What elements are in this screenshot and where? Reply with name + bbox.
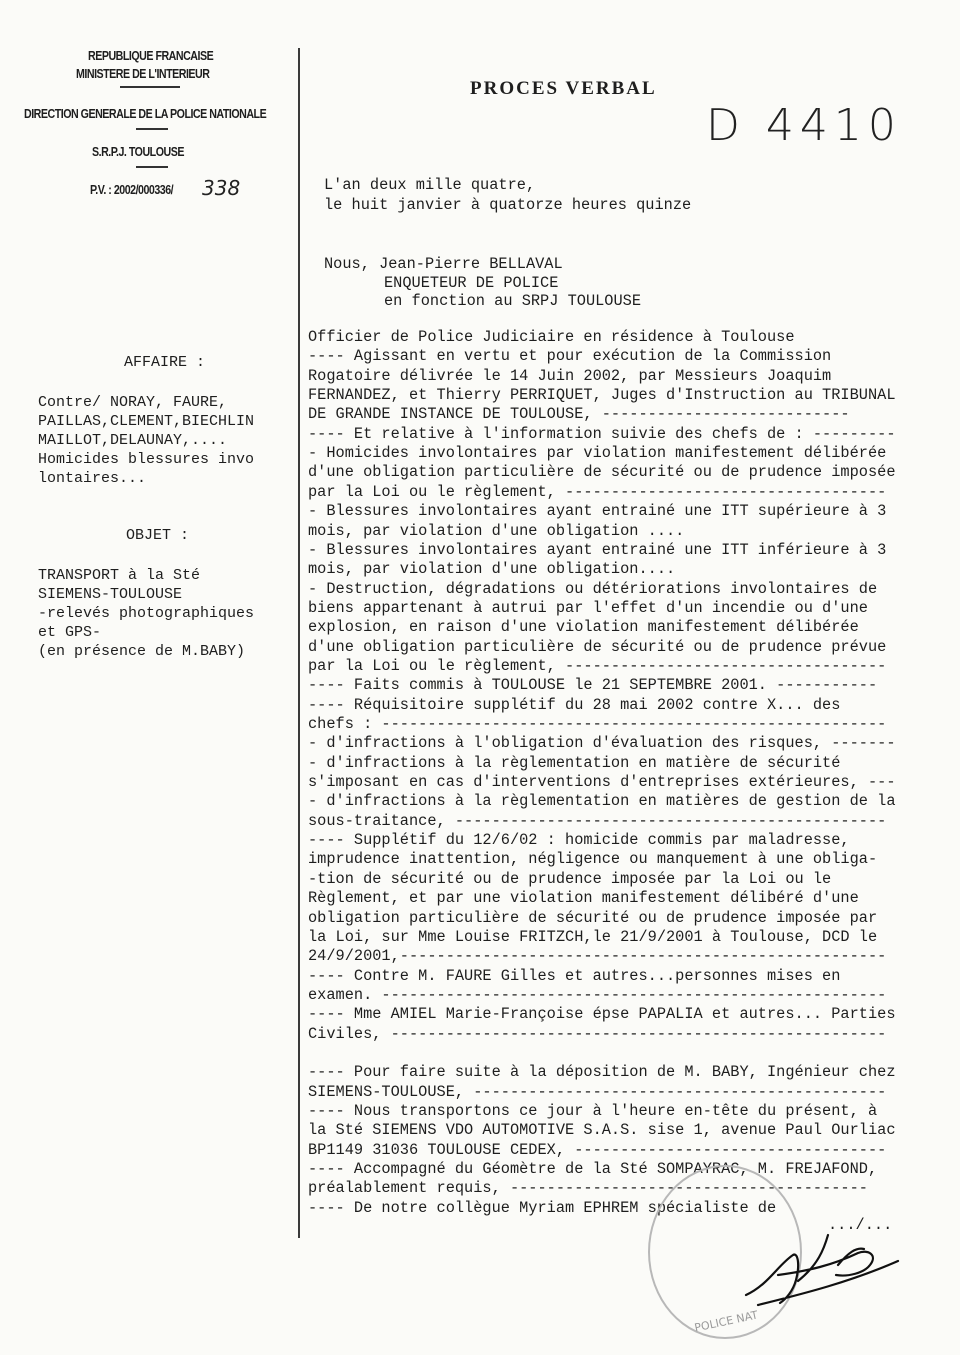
body-line: DE GRANDE INSTANCE DE TOULOUSE, --------------------------- (308, 405, 850, 424)
body-line: - d'infractions à la règlementation en matière de sécurité (308, 753, 841, 772)
affaire-label: AFFAIRE : (124, 354, 206, 371)
stamp-lettering: POLICE NAT (693, 1308, 760, 1335)
body-line: - Destruction, dégradations ou détériorations involontaires de (308, 579, 878, 598)
body-line: - d'infractions à la règlementation en matières de gestion de la (308, 792, 896, 811)
body-line: - Blessures involontaires ayant entrainé une ITT inférieure à 3 (308, 540, 887, 559)
body-line: ---- Agissant en vertu et pour exécution de la Commission (308, 347, 832, 366)
body-line: explosion, en raison d'une violation manifestement délibérée (308, 618, 859, 637)
body-line: ---- Réquisitoire supplétif du 28 mai 2002 contre X... des (308, 695, 841, 714)
header-rule (136, 166, 168, 168)
officer-rank: ENQUETEUR DE POLICE (384, 274, 559, 292)
body-line: ---- Mme AMIEL Marie-Françoise épse PAPALIA et autres... Parties (308, 1005, 896, 1024)
affaire-line: Contre/ NORAY, FAURE, (38, 394, 228, 411)
body-line: préalablement requis, --------------------------------------- (308, 1179, 868, 1198)
document-title: PROCES VERBAL (470, 78, 657, 99)
objet-line: (en présence de M.BABY) (38, 643, 246, 660)
body-line: par la Loi ou le règlement, ----------------------------------- (308, 482, 887, 501)
body-line: ---- Faits commis à TOULOUSE le 21 SEPTEMBRE 2001. ----------- (308, 676, 878, 695)
body-line: ---- Accompagné du Géomètre de la Sté SOMPAYRAC, M. FREJAFOND, (308, 1160, 878, 1179)
date-line: le huit janvier à quatorze heures quinze (324, 196, 692, 214)
body-line: BP1149 31036 TOULOUSE CEDEX, ---------------------------------- (308, 1140, 887, 1159)
header-republique: REPUBLIQUE FRANCAISE (88, 48, 214, 63)
objet-line: et GPS- (38, 624, 102, 641)
body-line: mois, par violation d'une obligation.... (308, 560, 676, 579)
body-line: chefs : ------------------------------------------------------- (308, 715, 887, 733)
body-line: biens appartenant à autrui par l'effet d'un incendie ou d'une (308, 598, 868, 617)
body-line: 24/9/2001,----------------------------------------------------- (308, 947, 887, 966)
header-ministere: MINISTERE DE L'INTERIEUR (76, 66, 210, 81)
objet-line: SIEMENS-TOULOUSE (38, 586, 183, 603)
body-line: Règlement, et par une violation manifestement délibéré d'une (308, 889, 859, 908)
objet-line: -relevés photographiques (38, 605, 255, 622)
body-line: s'imposant en cas d'interventions d'entreprises extérieures, --- (308, 773, 896, 792)
body-line: -tion de sécurité ou de prudence imposée par la Loi ou le (308, 869, 832, 888)
body-line: ---- Contre M. FAURE Gilles et autres...personnes mises en (308, 966, 841, 985)
left-margin-column (0, 0, 300, 1355)
continuation-mark: .../... (828, 1216, 893, 1234)
body-line: d'une obligation particulière de sécurité ou de prudence imposée (308, 463, 896, 482)
body-line: mois, par violation d'une obligation .... (308, 521, 685, 540)
body-line: par la Loi ou le règlement, ----------------------------------- (308, 656, 887, 675)
body-line: Civiles, ------------------------------------------------------ (308, 1024, 887, 1043)
affaire-line: lontaires... (38, 470, 147, 487)
body-line: ---- Et relative à l'information suivie des chefs de : --------- (308, 424, 896, 443)
objet-label: OBJET : (126, 527, 190, 544)
body-line: ---- De notre collègue Myriam EPHREM spécialiste de (308, 1198, 777, 1217)
header-rule (120, 86, 180, 88)
body-line: ---- Nous transportons ce jour à l'heure en-tête du présent, à (308, 1102, 878, 1120)
objet-line: TRANSPORT à la Sté (38, 567, 201, 584)
body-line: la Loi, sur Mme Louise FRITZCH,le 21/9/2001 à Toulouse, DCD le (308, 927, 878, 946)
date-line: L'an deux mille quatre, (324, 176, 536, 194)
body-line: ---- Supplétif du 12/6/02 : homicide commis par maladresse, (308, 831, 850, 850)
affaire-line: PAILLAS,CLEMENT,BIECHLIN (38, 413, 255, 430)
affaire-line: Homicides blessures invo (38, 451, 255, 468)
affaire-line: MAILLOT,DELAUNAY,.... (38, 432, 228, 449)
body-line: - Blessures involontaires ayant entrainé une ITT supérieure à 3 (308, 502, 887, 521)
body-line: imprudence inattention, négligence ou manquement à une obliga- (308, 850, 878, 869)
header-srpj: S.R.P.J. TOULOUSE (92, 144, 184, 159)
column-divider (298, 48, 300, 1238)
body-line: Officier de Police Judiciaire en résidence à Toulouse (308, 328, 795, 346)
officer-post: en fonction au SRPJ TOULOUSE (384, 292, 642, 310)
body-line: examen. ------------------------------------------------------- (308, 985, 887, 1004)
pv-handwritten-number: 338 (202, 176, 241, 200)
body-line: SIEMENS-TOULOUSE, --------------------------------------------- (308, 1082, 887, 1101)
body-line: la Sté SIEMENS VDO AUTOMOTIVE S.A.S. sise 1, avenue Paul Ourliac (308, 1121, 896, 1140)
pv-number-label: P.V. : 2002/000336/ (90, 182, 174, 197)
header-rule (136, 128, 168, 130)
handwritten-document-number: D 4410 (706, 100, 902, 151)
body-line: obligation particulière de sécurité ou de prudence imposée par (308, 908, 878, 927)
body-line: - d'infractions à l'obligation d'évaluation des risques, ------- (308, 734, 896, 753)
signature-mark (738, 1225, 908, 1315)
header-direction: DIRECTION GENERALE DE LA POLICE NATIONALE (24, 106, 267, 121)
body-line: Rogatoire délivrée le 14 Juin 2002, par Messieurs Joaquim (308, 366, 832, 385)
body-line: ---- Pour faire suite à la déposition de M. BABY, Ingénieur chez (308, 1063, 896, 1082)
body-line: FERNANDEZ, et Thierry PERRIQUET, Juges d'Instruction au TRIBUNAL (308, 386, 896, 405)
officer-name: Nous, Jean-Pierre BELLAVAL (324, 255, 563, 273)
body-line: d'une obligation particulière de sécurité ou de prudence prévue (308, 637, 887, 656)
body-line: - Homicides involontaires par violation manifestement délibérée (308, 444, 887, 463)
body-line: sous-traitance, ----------------------------------------------- (308, 811, 887, 830)
